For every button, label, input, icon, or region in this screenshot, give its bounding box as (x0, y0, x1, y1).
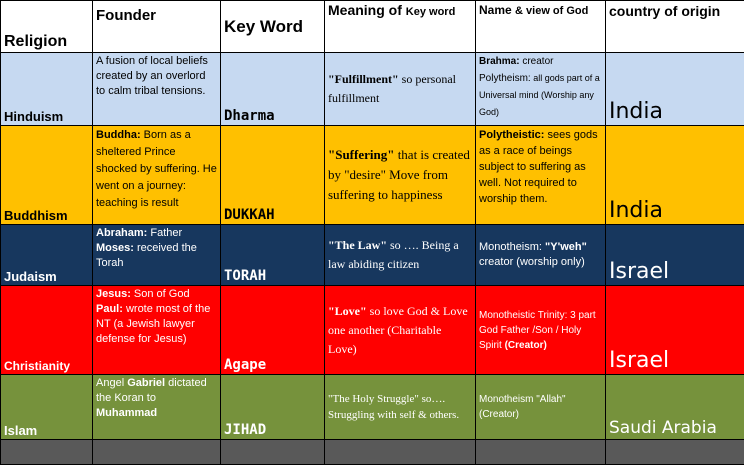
founder-name: Jesus: (96, 288, 131, 300)
founder-text: Born as a sheltered Prince shocked by suffering. He went on a journey: teaching is result (96, 129, 217, 209)
founder-cell (93, 375, 221, 440)
god-view-cell (476, 53, 606, 126)
founder-name: Abraham: (96, 227, 147, 239)
keyword-cell: DUKKAH (221, 126, 325, 225)
country-cell: Saudi Arabia (606, 375, 744, 440)
row-judaism (1, 225, 744, 286)
empty-cell (1, 440, 93, 465)
empty-cell (325, 440, 476, 465)
meaning-cell (325, 126, 476, 225)
founder-cell (93, 225, 221, 286)
empty-cell (221, 440, 325, 465)
meaning-highlight: "The Law" (328, 238, 387, 252)
god-view-text: Monotheistic Trinity: 3 part God Father /Son / Holy Spirit (479, 310, 596, 351)
founder-name: Paul: (96, 303, 123, 315)
god-role: (Creator) (505, 340, 547, 351)
god-name: "Y'weh" (545, 241, 587, 253)
row-hinduism (1, 53, 744, 126)
empty-row (1, 440, 744, 465)
founder-text: dictated the Koran to (96, 377, 207, 404)
header-meaning-sub: Key word (406, 6, 456, 18)
row-buddhism (1, 126, 744, 225)
founder-name: Muhammad (96, 407, 157, 419)
founder-name: Buddha: (96, 129, 141, 141)
keyword-cell: Agape (221, 286, 325, 375)
meaning-highlight: "Fulfillment" (328, 72, 399, 86)
founder-cell: A fusion of local beliefs created by an overlord to calm tribal tensions. (93, 53, 221, 126)
empty-cell (93, 440, 221, 465)
god-name: Brahma: (479, 56, 520, 67)
god-view-cell (476, 225, 606, 286)
founder-cell (93, 286, 221, 375)
header-founder-label: Founder (96, 7, 156, 24)
country-cell: India (606, 53, 744, 126)
god-view-type: Polytheistic: (479, 129, 544, 141)
founder-name: Moses: (96, 242, 134, 254)
religion-cell: Judaism (1, 225, 93, 286)
keyword-cell: TORAH (221, 225, 325, 286)
meaning-highlight: "Love" (328, 304, 367, 318)
header-religion (1, 1, 93, 53)
god-view-cell (476, 286, 606, 375)
founder-text: wrote most of the NT (a Jewish lawyer defense for Jesus) (96, 303, 210, 345)
header-country (606, 1, 744, 53)
meaning-text: so love God & Love one another (Charitable Love) (328, 304, 468, 356)
empty-cell (606, 440, 744, 465)
meaning-cell (325, 53, 476, 126)
header-name-label: Name (479, 3, 512, 17)
founder-text: Son of God (131, 288, 190, 300)
country-cell: Israel (606, 286, 744, 375)
god-view-detail: all gods part of a Universal mind (Worship any God) (479, 73, 600, 117)
header-keyword-label: Key Word (224, 17, 303, 36)
meaning-cell (325, 225, 476, 286)
religion-cell: Hinduism (1, 53, 93, 126)
keyword-cell: Dharma (221, 53, 325, 126)
header-name-sub: & view of God (515, 5, 588, 17)
founder-cell (93, 126, 221, 225)
god-view-cell: Monotheism "Allah" (Creator) (476, 375, 606, 440)
row-christianity (1, 286, 744, 375)
god-view-text: creator (worship only) (479, 256, 585, 268)
god-view-text: creator (520, 56, 554, 67)
header-row (1, 1, 744, 53)
founder-text: Angel (96, 377, 127, 389)
god-view-cell (476, 126, 606, 225)
religion-cell: Christianity (1, 286, 93, 375)
meaning-text: that is created by "desire" Move from suffering to happiness (328, 147, 470, 202)
god-view-type: Polytheism: (479, 73, 531, 84)
god-view-text: sees gods as a race of beings subject to suffering as well. Not required to worship them. (479, 129, 598, 205)
religion-cell: Islam (1, 375, 93, 440)
religion-cell: Buddhism (1, 126, 93, 225)
empty-cell (476, 440, 606, 465)
founder-text: Father (147, 227, 182, 239)
founder-text: received the Torah (96, 242, 197, 269)
founder-name: Gabriel (127, 377, 165, 389)
country-cell: India (606, 126, 744, 225)
header-founder (93, 1, 221, 53)
header-country-label: country of origin (609, 3, 720, 19)
header-keyword (221, 1, 325, 53)
country-cell: Israel (606, 225, 744, 286)
header-religion-label: Religion (4, 33, 67, 50)
header-name (476, 1, 606, 53)
header-meaning-label: Meaning of (328, 2, 402, 18)
keyword-cell: JIHAD (221, 375, 325, 440)
meaning-cell (325, 286, 476, 375)
header-meaning (325, 1, 476, 53)
meaning-highlight: "Suffering" (328, 147, 394, 162)
row-islam (1, 375, 744, 440)
meaning-text: so personal fulfillment (328, 72, 456, 105)
meaning-text: so …. Being a law abiding citizen (328, 238, 459, 271)
god-view-type: Monotheism: (479, 241, 545, 253)
meaning-cell: "The Holy Struggle" so…. Struggling with self & others. (325, 375, 476, 440)
